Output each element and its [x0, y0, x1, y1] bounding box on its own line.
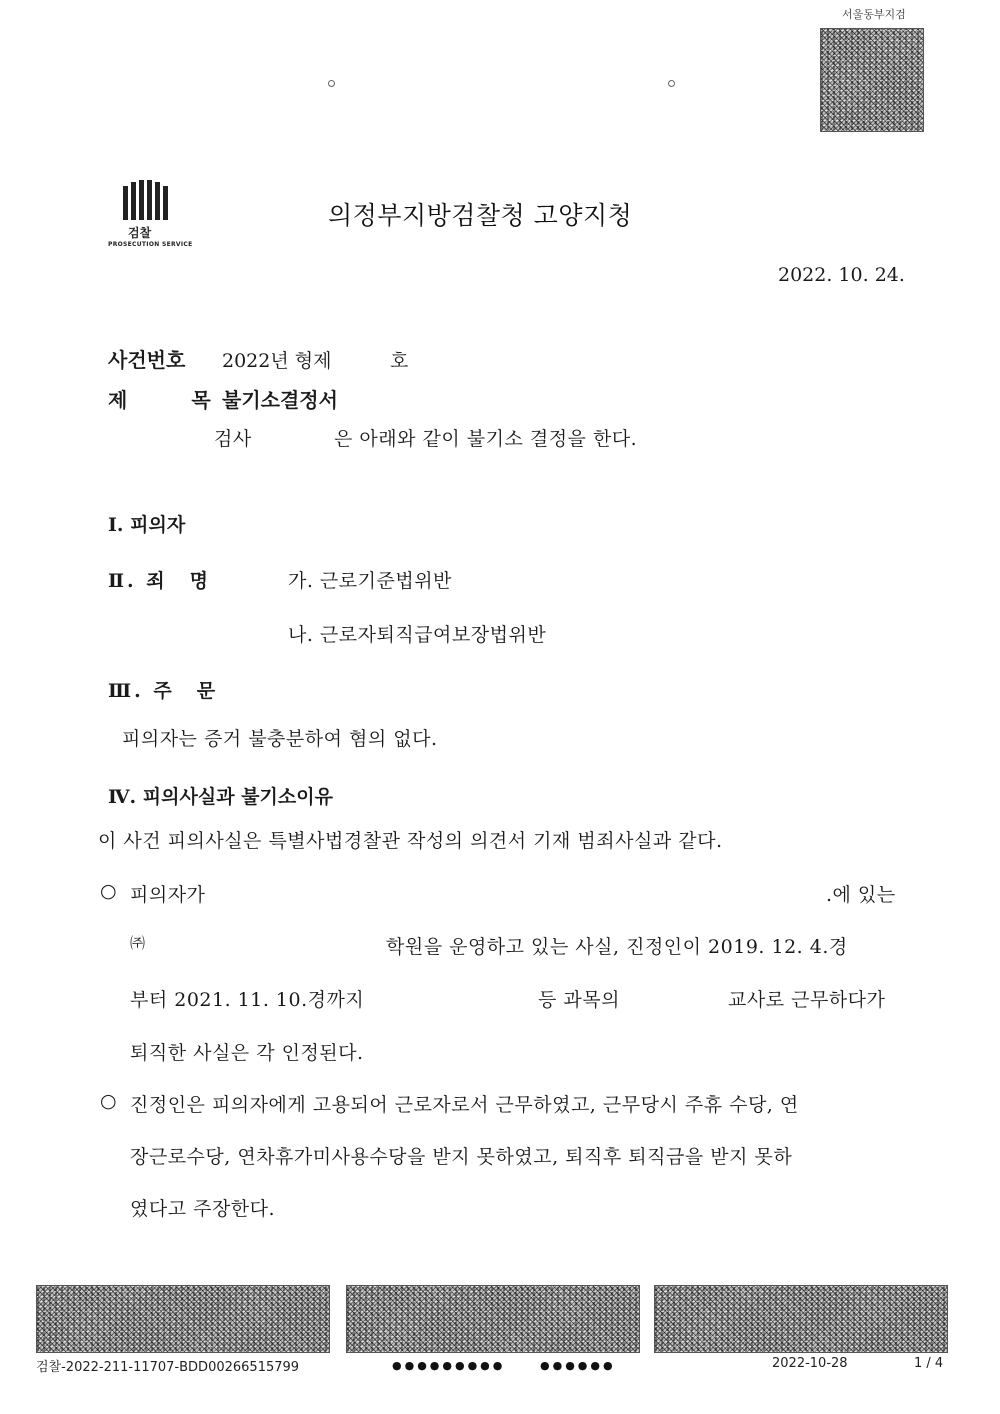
footer-dots-2: ●●●●●● — [540, 1359, 616, 1372]
footer-page-number: 1 / 4 — [914, 1356, 944, 1371]
security-code-top — [820, 28, 924, 132]
paragraph-2-line-3: 였다고 주장한다. — [130, 1198, 276, 1220]
paragraph-2-line-2: 장근로수당, 연차휴가미사용수당을 받지 못하였고, 퇴직후 퇴직금을 받지 못하 — [130, 1146, 793, 1168]
security-code-footer-1 — [36, 1285, 330, 1353]
security-code-footer-3 — [654, 1285, 948, 1353]
scan-speck — [668, 80, 675, 87]
charge-item-b: 나. 근로자퇴직급여보장법위반 — [288, 624, 547, 646]
top-right-label: 서울동부지검 — [842, 8, 906, 21]
paragraph-1-line-1-left: 피의자가 — [130, 884, 206, 906]
footer-issue-date: 2022-10-28 — [772, 1356, 848, 1371]
paragraph-1-line-4: 퇴직한 사실은 각 인정된다. — [130, 1042, 364, 1064]
paragraph-1-line-2-right: 학원을 운영하고 있는 사실, 진정인이 2019. 12. 4.경 — [386, 936, 848, 958]
section-4-heading: Ⅳ. 피의사실과 불기소이유 — [108, 786, 333, 808]
case-number-value: 2022년 형제 — [222, 350, 332, 372]
title-value: 불기소결정서 — [222, 388, 338, 412]
section-3-heading: Ⅲ. 주 문 — [108, 680, 219, 702]
title-label: 제 목 — [108, 388, 219, 412]
paragraph-1-line-2-left: ㈜ — [130, 934, 146, 952]
logo-subtext: PROSECUTION SERVICE — [108, 241, 193, 248]
footer-dots-1: ●●●●●●●●● — [392, 1359, 506, 1372]
prosecutor-label: 검사 — [214, 428, 252, 450]
bullet-symbol: ○ — [100, 880, 118, 902]
charge-item-a: 가. 근로기준법위반 — [288, 570, 452, 592]
bullet-symbol: ○ — [100, 1090, 118, 1112]
intro-text: 은 아래와 같이 불기소 결정을 한다. — [334, 428, 638, 450]
office-title: 의정부지방검찰청 고양지청 — [328, 201, 633, 230]
document-date: 2022. 10. 24. — [778, 264, 905, 286]
logo-text: 검찰 — [128, 226, 152, 240]
case-number-suffix: 호 — [390, 350, 409, 372]
case-number-label: 사건번호 — [108, 348, 186, 372]
footer-doc-number: 검찰-2022-211-11707-BDD00266515799 — [36, 1360, 300, 1375]
prosecution-logo-icon — [108, 180, 188, 224]
paragraph-1-line-3-part-2: 등 과목의 — [538, 989, 620, 1011]
section-2-heading: Ⅱ. 죄 명 — [108, 570, 211, 592]
section-1-heading: Ⅰ. 피의자 — [108, 514, 186, 536]
paragraph-1-line-3-part-3: 교사로 근무하다가 — [728, 989, 886, 1011]
prosecution-logo — [108, 180, 193, 252]
section-4-intro: 이 사건 피의사실은 특별사법경찰관 작성의 의견서 기재 범죄사실과 같다. — [98, 830, 723, 852]
scan-speck — [328, 80, 335, 87]
paragraph-1-line-3-part-1: 부터 2021. 11. 10.경까지 — [130, 989, 365, 1011]
paragraph-1-line-1-right: .에 있는 — [826, 884, 896, 906]
security-code-footer-2 — [346, 1285, 640, 1353]
paragraph-2-line-1: 진정인은 피의자에게 고용되어 근로자로서 근무하였고, 근무당시 주휴 수당, 연 — [130, 1094, 799, 1116]
disposition-text: 피의자는 증거 불충분하여 혐의 없다. — [122, 728, 438, 750]
